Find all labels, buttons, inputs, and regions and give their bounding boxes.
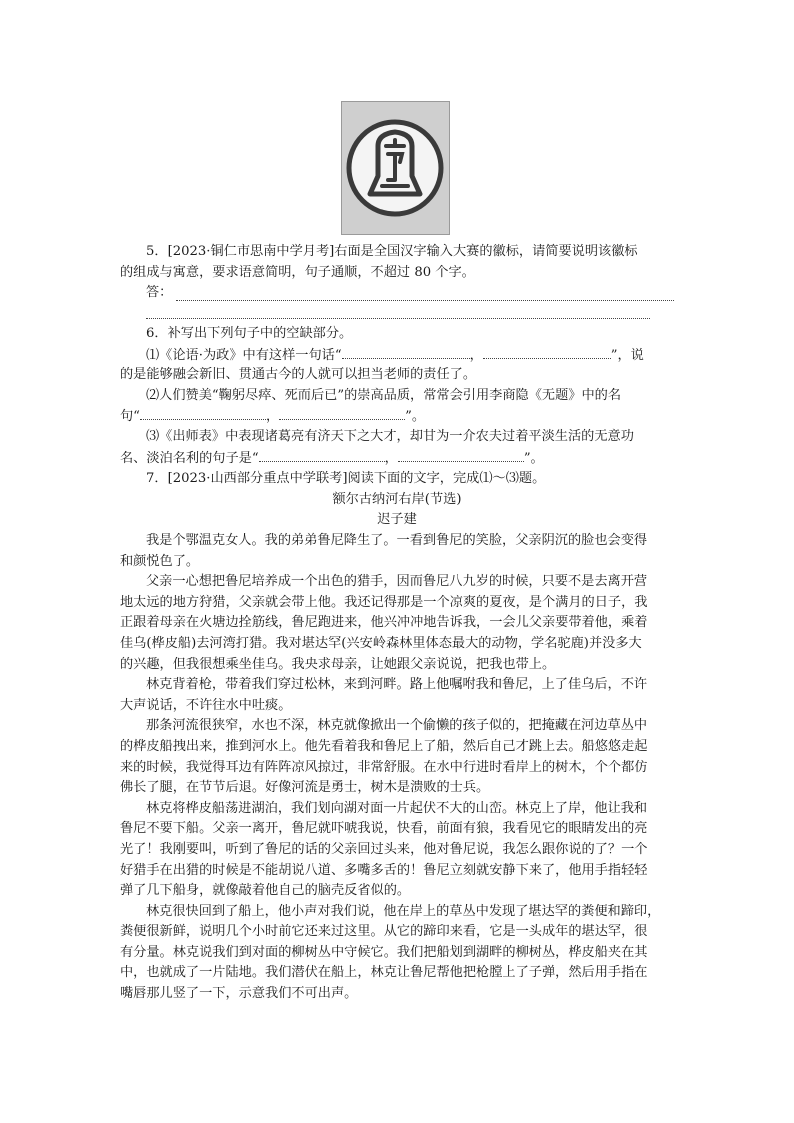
q6-p1-separator: ， — [469, 347, 483, 363]
question-5 — [120, 242, 674, 324]
passage-line: 来的时候，我觉得耳边有阵阵凉风掠过，非常舒服。在水中行进时看岸上的树木，个个都仿 — [120, 759, 648, 775]
logo-emblem-icon — [342, 102, 449, 234]
passage-line: 地太远的地方狩猎，父亲就会带上他。我还记得那是一个凉爽的夏夜，是个满月的日子，我 — [120, 594, 648, 610]
q5-answer-row-2 — [120, 304, 674, 325]
passage-line: 大声说话，不许往水中吐痰。 — [120, 697, 292, 713]
passage-line: 光了！我刚要叫，听到了鲁尼的话的父亲回过头来，他对鲁尼说，我怎么跟你说的了？一个 — [120, 841, 648, 857]
passage-line: 林克背着枪，带着我们穿过松林，来到河畔。路上他嘱咐我和鲁尼，上了佳乌后，不许 — [146, 677, 648, 693]
question-6 — [120, 324, 674, 468]
q6-p3-blank-2[interactable] — [398, 448, 524, 462]
passage-line: 有分量。林克说我们到对面的柳树丛中守候它。我们把船划到湖畔的柳树丛，桦皮船夹在其 — [120, 944, 648, 960]
q6-p3-suffix: ”。 — [523, 450, 544, 466]
q5-answer-label: 答： — [146, 285, 173, 301]
q6-p2-blank-2[interactable] — [279, 406, 405, 420]
q5-answer-row — [120, 283, 674, 304]
passage-author: 迟子建 — [377, 512, 417, 528]
q6-p3-prefix: 名、淡泊名利的句子是“ — [120, 450, 259, 466]
passage-line: 林克很快回到了船上，他小声对我们说，他在岸上的草丛中发现了堪达罕的粪便和蹄印， — [146, 903, 661, 919]
q6-p2-blank-1[interactable] — [140, 406, 266, 420]
q6-p1-prefix: ⑴《论语·为政》中有这样一句话“ — [146, 347, 342, 363]
q6-part-1-line-1 — [120, 345, 674, 366]
passage-title: 额尔古纳河右岸(节选) — [332, 491, 462, 507]
question-7 — [120, 469, 674, 531]
passage-line: 好猎手在出猎的时候是不能胡说八道、多嘴多舌的！鲁尼立刻就安静下来了，他用手指轻轻 — [120, 862, 648, 878]
contest-logo-image — [341, 101, 450, 235]
passage-line: 粪便很新鲜，说明几个小时前它还来过这里。从它的蹄印来看，它是一头成年的堪达罕，很 — [120, 924, 648, 940]
passage-line: 佳乌(桦皮船)去河湾打猎。我对堪达罕(兴安岭森林里体态最大的动物，学名驼鹿)并没多大 — [120, 635, 642, 651]
q6-p2-prefix: 句“ — [120, 409, 140, 425]
passage-line: 的兴趣，但我很想乘坐佳乌。我央求母亲，让她跟父亲说说，把我也带上。 — [120, 656, 556, 672]
passage-line: 弹了几下船身，就像敲着他自己的脑壳反省似的。 — [120, 883, 411, 899]
q6-p1-blank-2[interactable] — [483, 345, 611, 359]
q5-line-2: 的组成与寓意，要求语意简明，句子通顺，不超过 80 个字。 — [120, 264, 475, 280]
q6-p2-separator: ， — [265, 409, 280, 425]
q6-part-3-line-1: ⑶《出师表》中表现诸葛亮有济天下之大才，却甘为一介农夫过着平淡生活的无意功 — [146, 428, 634, 444]
passage-line: 和颜悦色了。 — [120, 553, 200, 569]
q6-p1-blank-1[interactable] — [342, 345, 470, 359]
svg-text:宇: 宇 — [342, 102, 343, 103]
q6-part-2-line-1: ⑵人们赞美“鞠躬尽瘁、死而后已”的崇高品质，常常会引用李商隐《无题》中的名 — [146, 387, 622, 403]
passage-line: 的桦皮船拽出来，推到河水上。他先看着我和鲁尼上了船，然后自己才跳上去。船悠悠走起 — [120, 738, 648, 754]
passage-line: 林克将桦皮船荡进湖泊，我们划向湖对面一片起伏不大的山峦。林克上了岸，他让我和 — [146, 800, 648, 816]
q6-part-2-line-2 — [120, 406, 674, 427]
passage-line: 嘴唇那儿竖了一下，示意我们不可出声。 — [120, 986, 358, 1002]
passage-line: 鲁尼不要下船。父亲一离开，鲁尼就吓唬我说，快看，前面有狼，我看见它的眼睛发出的亮 — [120, 821, 648, 837]
passage-line: 我是个鄂温克女人。我的弟弟鲁尼降生了。一看到鲁尼的笑脸，父亲阴沉的脸也会变得 — [146, 533, 648, 548]
passage-line: 佛长了腿，在节节后退。好像河流是勇士，树木是溃败的士兵。 — [120, 780, 490, 796]
q6-p3-blank-1[interactable] — [259, 448, 385, 462]
q6-p1-suffix: ”，说 — [610, 347, 644, 363]
q5-answer-field-1[interactable] — [176, 286, 674, 301]
passage-line: 父亲一心想把鲁尼培养成一个出色的猎手，因而鲁尼八九岁的时候，只要不是去离开营 — [146, 574, 648, 590]
q6-p2-suffix: ”。 — [405, 409, 426, 425]
q6-title: 6．补写出下列句子中的空缺部分。 — [146, 326, 353, 341]
passage-line: 那条河流很狭窄，水也不深，林克就像掀出一个偷懒的孩子似的，把掩藏在河边草丛中 — [146, 718, 648, 734]
q6-p3-separator: ， — [384, 450, 398, 466]
passage-body — [120, 531, 674, 1005]
q5-line-1: 5．[2023·铜仁市思南中学月考]右面是全国汉字输入大赛的徽标，请简要说明该徽标 — [146, 244, 638, 259]
q7-instruction: 7．[2023·山西部分重点中学联考]阅读下面的文字，完成⑴～⑶题。 — [146, 471, 546, 486]
passage-line: 正跟着母亲在火塘边拴筋线，鲁尼跑进来，他兴冲冲地告诉我，一会儿父亲要带着他，乘着 — [120, 615, 648, 631]
q5-answer-field-2[interactable] — [146, 304, 650, 319]
passage-line: 中，也就成了一片陆地。我们潜伏在船上，林克让鲁尼帮他把枪膛上了子弹，然后用手指在 — [120, 965, 648, 981]
q6-part-1-line-2: 的是能够融会新旧、贯通古今的人就可以担当老师的责任了。 — [120, 367, 477, 383]
q6-part-3-line-2 — [120, 448, 674, 469]
